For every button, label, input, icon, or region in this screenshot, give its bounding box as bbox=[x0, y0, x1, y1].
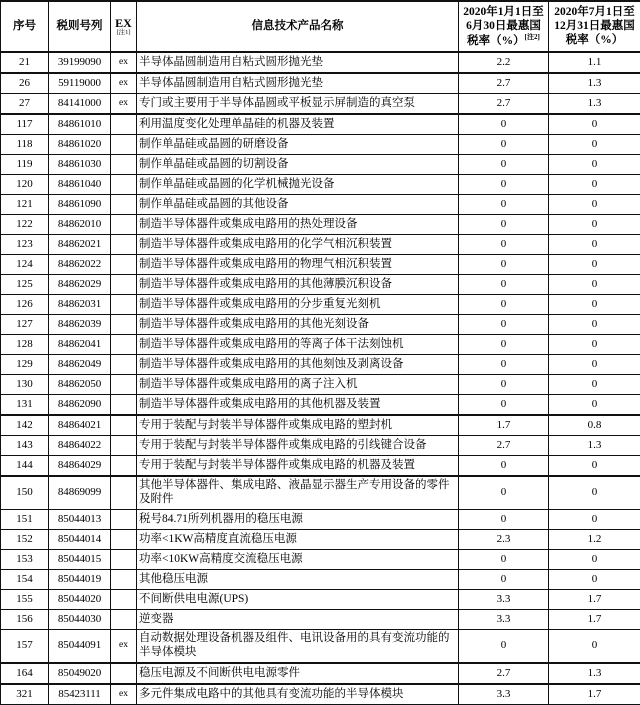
cell-rate-second-half: 0 bbox=[549, 114, 640, 135]
product-name-line: 专用于装配与封装半导体器件或集成电路的引线键合设备 bbox=[139, 439, 456, 453]
table-row bbox=[1, 174, 640, 194]
rate2-line1: 2020年7月1日至 bbox=[554, 6, 635, 18]
cell-rate-second-half: 0 bbox=[549, 476, 640, 510]
cell-rate-first-half: 2.7 bbox=[459, 93, 549, 114]
product-name-line: 专用于装配与封装半导体器件或集成电路的机器及装置 bbox=[139, 459, 456, 473]
cell-product-name bbox=[137, 476, 459, 510]
cell-sequence-number: 151 bbox=[1, 509, 49, 529]
cell-ex-marker bbox=[111, 234, 137, 254]
cell-product-name bbox=[137, 294, 459, 314]
cell-product-name bbox=[137, 334, 459, 354]
cell-rate-second-half: 0 bbox=[549, 194, 640, 214]
cell-rate-second-half: 1.1 bbox=[549, 52, 640, 73]
product-name-line: 自动数据处理设备机器及组件、电讯设备用的具有变流功能的 bbox=[139, 632, 456, 646]
product-name-line: 税号84.71所列机器用的稳压电源 bbox=[139, 513, 456, 527]
cell-ex-marker bbox=[111, 194, 137, 214]
product-name-line: 及附件 bbox=[139, 493, 456, 507]
cell-product-name bbox=[137, 509, 459, 529]
cell-tariff-code: 59119000 bbox=[49, 73, 111, 94]
cell-ex-marker bbox=[111, 549, 137, 569]
cell-rate-first-half: 0 bbox=[459, 254, 549, 274]
cell-rate-second-half: 0 bbox=[549, 569, 640, 589]
cell-rate-second-half: 0 bbox=[549, 509, 640, 529]
cell-sequence-number: 155 bbox=[1, 589, 49, 609]
table-row bbox=[1, 274, 640, 294]
cell-product-name bbox=[137, 214, 459, 234]
table-row bbox=[1, 455, 640, 476]
cell-sequence-number: 321 bbox=[1, 684, 49, 705]
cell-tariff-code: 84862049 bbox=[49, 354, 111, 374]
cell-sequence-number: 119 bbox=[1, 154, 49, 174]
cell-sequence-number: 125 bbox=[1, 274, 49, 294]
rate2-line2: 12月31日最惠国 bbox=[554, 20, 635, 32]
column-header-rate-second-half bbox=[549, 1, 640, 52]
column-header-rate-first-half bbox=[459, 1, 549, 52]
cell-product-name bbox=[137, 569, 459, 589]
cell-product-name bbox=[137, 154, 459, 174]
cell-tariff-code: 85423111 bbox=[49, 684, 111, 705]
column-header-ex-label: EX bbox=[113, 17, 134, 29]
product-name-line: 专用于装配与封装半导体器件或集成电路的塑封机 bbox=[139, 419, 456, 433]
product-name-line: 其他半导体器件、集成电路、液晶显示器生产专用设备的零件 bbox=[139, 479, 456, 493]
header-row bbox=[1, 1, 640, 52]
product-name-line: 其他稳压电源 bbox=[139, 573, 456, 587]
cell-tariff-code: 84862022 bbox=[49, 254, 111, 274]
cell-tariff-code: 84862039 bbox=[49, 314, 111, 334]
cell-rate-first-half: 0 bbox=[459, 214, 549, 234]
product-name-line: 功率<10KW高精度交流稳压电源 bbox=[139, 553, 456, 567]
table-row bbox=[1, 529, 640, 549]
cell-sequence-number: 26 bbox=[1, 73, 49, 94]
product-name-line: 制造半导体器件或集成电路用的物理气相沉积装置 bbox=[139, 258, 456, 272]
cell-rate-second-half: 0 bbox=[549, 274, 640, 294]
cell-tariff-code: 84862050 bbox=[49, 374, 111, 394]
cell-rate-first-half: 3.3 bbox=[459, 609, 549, 629]
cell-product-name bbox=[137, 415, 459, 436]
cell-ex-marker: ex bbox=[111, 52, 137, 73]
cell-tariff-code: 84864022 bbox=[49, 435, 111, 455]
cell-ex-marker bbox=[111, 134, 137, 154]
cell-ex-marker bbox=[111, 214, 137, 234]
cell-sequence-number: 153 bbox=[1, 549, 49, 569]
product-name-line: 制造半导体器件或集成电路用的热处理设备 bbox=[139, 218, 456, 232]
cell-ex-marker bbox=[111, 254, 137, 274]
table-row bbox=[1, 609, 640, 629]
cell-sequence-number: 157 bbox=[1, 629, 49, 663]
cell-rate-first-half: 2.2 bbox=[459, 52, 549, 73]
cell-product-name bbox=[137, 234, 459, 254]
cell-tariff-code: 84869099 bbox=[49, 476, 111, 510]
cell-rate-second-half: 1.2 bbox=[549, 529, 640, 549]
table-row bbox=[1, 684, 640, 705]
table-row bbox=[1, 134, 640, 154]
table-row bbox=[1, 509, 640, 529]
table-row bbox=[1, 476, 640, 510]
cell-rate-first-half: 0 bbox=[459, 234, 549, 254]
product-name-line: 制造半导体器件或集成电路用的化学气相沉积装置 bbox=[139, 238, 456, 252]
product-name-line: 功率<1KW高精度直流稳压电源 bbox=[139, 533, 456, 547]
cell-sequence-number: 142 bbox=[1, 415, 49, 436]
cell-rate-first-half: 2.3 bbox=[459, 529, 549, 549]
product-name-line: 半导体晶圆制造用自粘式圆形抛光垫 bbox=[139, 77, 456, 91]
cell-ex-marker bbox=[111, 569, 137, 589]
cell-tariff-code: 85044015 bbox=[49, 549, 111, 569]
cell-product-name bbox=[137, 629, 459, 663]
cell-sequence-number: 164 bbox=[1, 663, 49, 684]
cell-ex-marker: ex bbox=[111, 93, 137, 114]
cell-tariff-code: 84862041 bbox=[49, 334, 111, 354]
cell-rate-second-half: 0 bbox=[549, 374, 640, 394]
cell-rate-first-half: 0 bbox=[459, 455, 549, 476]
cell-sequence-number: 156 bbox=[1, 609, 49, 629]
cell-tariff-code: 85044030 bbox=[49, 609, 111, 629]
cell-tariff-code: 85049020 bbox=[49, 663, 111, 684]
product-name-line: 逆变器 bbox=[139, 613, 456, 627]
table-row bbox=[1, 234, 640, 254]
cell-product-name bbox=[137, 254, 459, 274]
cell-rate-second-half: 1.3 bbox=[549, 435, 640, 455]
product-name-line: 半导体模块 bbox=[139, 646, 456, 660]
rate2-line3: 税率（%） bbox=[566, 34, 624, 46]
cell-ex-marker bbox=[111, 154, 137, 174]
cell-product-name bbox=[137, 194, 459, 214]
cell-rate-first-half: 0 bbox=[459, 334, 549, 354]
cell-sequence-number: 118 bbox=[1, 134, 49, 154]
table-row bbox=[1, 114, 640, 135]
cell-ex-marker bbox=[111, 415, 137, 436]
cell-rate-second-half: 0.8 bbox=[549, 415, 640, 436]
product-name-line: 制造半导体器件或集成电路用的其他光刻设备 bbox=[139, 318, 456, 332]
cell-product-name bbox=[137, 455, 459, 476]
table-row bbox=[1, 569, 640, 589]
cell-tariff-code: 85044013 bbox=[49, 509, 111, 529]
product-name-line: 制造半导体器件或集成电路用的分步重复光刻机 bbox=[139, 298, 456, 312]
cell-product-name bbox=[137, 549, 459, 569]
cell-rate-second-half: 0 bbox=[549, 314, 640, 334]
cell-rate-second-half: 1.7 bbox=[549, 684, 640, 705]
rate1-footnote: [注2] bbox=[525, 33, 540, 41]
cell-sequence-number: 154 bbox=[1, 569, 49, 589]
cell-rate-first-half: 3.3 bbox=[459, 589, 549, 609]
column-header-ex bbox=[111, 1, 137, 52]
cell-sequence-number: 123 bbox=[1, 234, 49, 254]
product-name-line: 制作单晶硅或晶圆的其他设备 bbox=[139, 198, 456, 212]
cell-product-name bbox=[137, 354, 459, 374]
cell-tariff-code: 39199090 bbox=[49, 52, 111, 73]
cell-sequence-number: 129 bbox=[1, 354, 49, 374]
cell-tariff-code: 85044019 bbox=[49, 569, 111, 589]
cell-product-name bbox=[137, 174, 459, 194]
cell-tariff-code: 85044020 bbox=[49, 589, 111, 609]
table-row bbox=[1, 435, 640, 455]
table-row bbox=[1, 214, 640, 234]
cell-sequence-number: 150 bbox=[1, 476, 49, 510]
table-row bbox=[1, 73, 640, 94]
cell-rate-second-half: 1.3 bbox=[549, 663, 640, 684]
table-row bbox=[1, 294, 640, 314]
cell-tariff-code: 84861010 bbox=[49, 114, 111, 135]
cell-ex-marker bbox=[111, 374, 137, 394]
product-name-line: 半导体晶圆制造用自粘式圆形抛光垫 bbox=[139, 56, 456, 70]
cell-ex-marker bbox=[111, 435, 137, 455]
column-header-seq: 序号 bbox=[1, 1, 49, 52]
cell-product-name bbox=[137, 374, 459, 394]
table-row bbox=[1, 589, 640, 609]
table-row bbox=[1, 394, 640, 415]
cell-rate-first-half: 0 bbox=[459, 114, 549, 135]
table-row bbox=[1, 194, 640, 214]
column-header-ex-footnote: [注1] bbox=[113, 29, 134, 36]
cell-rate-first-half: 0 bbox=[459, 549, 549, 569]
cell-tariff-code: 84862031 bbox=[49, 294, 111, 314]
cell-product-name bbox=[137, 93, 459, 114]
cell-rate-second-half: 0 bbox=[549, 334, 640, 354]
product-name-line: 利用温度变化处理单晶硅的机器及装置 bbox=[139, 118, 456, 132]
table-row bbox=[1, 354, 640, 374]
cell-sequence-number: 122 bbox=[1, 214, 49, 234]
cell-rate-second-half: 0 bbox=[549, 294, 640, 314]
cell-sequence-number: 21 bbox=[1, 52, 49, 73]
cell-rate-first-half: 0 bbox=[459, 174, 549, 194]
cell-rate-second-half: 0 bbox=[549, 549, 640, 569]
table-row bbox=[1, 52, 640, 73]
cell-rate-second-half: 0 bbox=[549, 354, 640, 374]
product-name-line: 制造半导体器件或集成电路用的其他刻蚀及剥离设备 bbox=[139, 358, 456, 372]
cell-rate-second-half: 0 bbox=[549, 154, 640, 174]
cell-ex-marker bbox=[111, 394, 137, 415]
cell-ex-marker: ex bbox=[111, 629, 137, 663]
cell-ex-marker bbox=[111, 114, 137, 135]
table-row bbox=[1, 254, 640, 274]
cell-tariff-code: 84862010 bbox=[49, 214, 111, 234]
cell-product-name bbox=[137, 274, 459, 294]
cell-tariff-code: 84861020 bbox=[49, 134, 111, 154]
cell-sequence-number: 143 bbox=[1, 435, 49, 455]
cell-rate-first-half: 0 bbox=[459, 194, 549, 214]
cell-tariff-code: 84141000 bbox=[49, 93, 111, 114]
cell-product-name bbox=[137, 589, 459, 609]
product-name-line: 不间断供电电源(UPS) bbox=[139, 593, 456, 607]
cell-rate-first-half: 0 bbox=[459, 294, 549, 314]
cell-product-name bbox=[137, 684, 459, 705]
cell-ex-marker bbox=[111, 663, 137, 684]
cell-product-name bbox=[137, 134, 459, 154]
cell-rate-second-half: 0 bbox=[549, 254, 640, 274]
cell-tariff-code: 84861040 bbox=[49, 174, 111, 194]
product-name-line: 多元件集成电路中的其他具有变流功能的半导体模块 bbox=[139, 688, 456, 702]
cell-ex-marker bbox=[111, 294, 137, 314]
cell-sequence-number: 127 bbox=[1, 314, 49, 334]
product-name-line: 制造半导体器件或集成电路用的等离子体干法刻蚀机 bbox=[139, 338, 456, 352]
cell-sequence-number: 128 bbox=[1, 334, 49, 354]
cell-rate-second-half: 1.3 bbox=[549, 73, 640, 94]
cell-rate-second-half: 0 bbox=[549, 455, 640, 476]
cell-sequence-number: 124 bbox=[1, 254, 49, 274]
cell-tariff-code: 84862090 bbox=[49, 394, 111, 415]
table-row bbox=[1, 154, 640, 174]
product-name-line: 制造半导体器件或集成电路用的离子注入机 bbox=[139, 378, 456, 392]
table-row bbox=[1, 629, 640, 663]
cell-sequence-number: 27 bbox=[1, 93, 49, 114]
cell-rate-first-half: 0 bbox=[459, 629, 549, 663]
cell-sequence-number: 120 bbox=[1, 174, 49, 194]
cell-tariff-code: 84864029 bbox=[49, 455, 111, 476]
cell-rate-first-half: 0 bbox=[459, 476, 549, 510]
cell-rate-first-half: 0 bbox=[459, 569, 549, 589]
cell-rate-second-half: 0 bbox=[549, 214, 640, 234]
cell-product-name bbox=[137, 394, 459, 415]
cell-sequence-number: 144 bbox=[1, 455, 49, 476]
cell-tariff-code: 85044014 bbox=[49, 529, 111, 549]
cell-tariff-code: 85044091 bbox=[49, 629, 111, 663]
product-name-line: 制作单晶硅或晶圆的化学机械抛光设备 bbox=[139, 178, 456, 192]
cell-rate-first-half: 0 bbox=[459, 354, 549, 374]
cell-ex-marker bbox=[111, 334, 137, 354]
product-name-line: 制作单晶硅或晶圆的研磨设备 bbox=[139, 138, 456, 152]
cell-rate-second-half: 0 bbox=[549, 134, 640, 154]
cell-ex-marker bbox=[111, 476, 137, 510]
cell-ex-marker bbox=[111, 274, 137, 294]
cell-ex-marker bbox=[111, 174, 137, 194]
column-header-tariff-code: 税则号列 bbox=[49, 1, 111, 52]
table-header bbox=[1, 1, 640, 52]
table-row bbox=[1, 663, 640, 684]
cell-ex-marker: ex bbox=[111, 73, 137, 94]
cell-rate-first-half: 0 bbox=[459, 394, 549, 415]
rate1-line1: 2020年1月1日至 bbox=[463, 6, 544, 18]
cell-rate-first-half: 0 bbox=[459, 274, 549, 294]
cell-rate-first-half: 0 bbox=[459, 314, 549, 334]
product-name-line: 制作单晶硅或晶圆的切割设备 bbox=[139, 158, 456, 172]
cell-tariff-code: 84864021 bbox=[49, 415, 111, 436]
column-header-product-name: 信息技术产品名称 bbox=[137, 1, 459, 52]
cell-ex-marker bbox=[111, 609, 137, 629]
cell-rate-first-half: 2.7 bbox=[459, 73, 549, 94]
cell-rate-second-half: 0 bbox=[549, 234, 640, 254]
cell-ex-marker bbox=[111, 455, 137, 476]
cell-ex-marker bbox=[111, 529, 137, 549]
product-name-line: 稳压电源及不间断供电电源零件 bbox=[139, 667, 456, 681]
cell-rate-second-half: 0 bbox=[549, 394, 640, 415]
cell-ex-marker bbox=[111, 589, 137, 609]
cell-sequence-number: 131 bbox=[1, 394, 49, 415]
product-name-line: 专门或主要用于半导体晶圆或平板显示屏制造的真空泵 bbox=[139, 97, 456, 111]
cell-rate-first-half: 1.7 bbox=[459, 415, 549, 436]
cell-sequence-number: 152 bbox=[1, 529, 49, 549]
table-row bbox=[1, 334, 640, 354]
cell-rate-second-half: 0 bbox=[549, 174, 640, 194]
cell-rate-first-half: 0 bbox=[459, 154, 549, 174]
rate1-line2: 6月30日最惠国 bbox=[466, 20, 541, 32]
cell-rate-first-half: 3.3 bbox=[459, 684, 549, 705]
cell-rate-first-half: 0 bbox=[459, 374, 549, 394]
cell-rate-second-half: 0 bbox=[549, 629, 640, 663]
product-name-line: 制造半导体器件或集成电路用的其他机器及装置 bbox=[139, 398, 456, 412]
cell-product-name bbox=[137, 435, 459, 455]
cell-rate-first-half: 0 bbox=[459, 509, 549, 529]
cell-product-name bbox=[137, 529, 459, 549]
cell-rate-second-half: 1.3 bbox=[549, 93, 640, 114]
cell-rate-first-half: 2.7 bbox=[459, 663, 549, 684]
cell-ex-marker bbox=[111, 314, 137, 334]
cell-ex-marker: ex bbox=[111, 684, 137, 705]
table-row bbox=[1, 314, 640, 334]
table-body bbox=[1, 52, 640, 705]
product-name-line: 制造半导体器件或集成电路用的其他薄膜沉积设备 bbox=[139, 278, 456, 292]
cell-product-name bbox=[137, 609, 459, 629]
cell-tariff-code: 84861030 bbox=[49, 154, 111, 174]
table-row bbox=[1, 415, 640, 436]
cell-product-name bbox=[137, 663, 459, 684]
cell-product-name bbox=[137, 73, 459, 94]
cell-sequence-number: 117 bbox=[1, 114, 49, 135]
table-row bbox=[1, 93, 640, 114]
cell-rate-first-half: 2.7 bbox=[459, 435, 549, 455]
table-row bbox=[1, 549, 640, 569]
table-row bbox=[1, 374, 640, 394]
cell-product-name bbox=[137, 314, 459, 334]
cell-rate-second-half: 1.7 bbox=[549, 609, 640, 629]
cell-rate-second-half: 1.7 bbox=[549, 589, 640, 609]
cell-product-name bbox=[137, 52, 459, 73]
cell-sequence-number: 126 bbox=[1, 294, 49, 314]
cell-sequence-number: 130 bbox=[1, 374, 49, 394]
cell-tariff-code: 84861090 bbox=[49, 194, 111, 214]
cell-sequence-number: 121 bbox=[1, 194, 49, 214]
cell-product-name bbox=[137, 114, 459, 135]
cell-ex-marker bbox=[111, 354, 137, 374]
cell-tariff-code: 84862029 bbox=[49, 274, 111, 294]
cell-ex-marker bbox=[111, 509, 137, 529]
rate1-line3: 税率（%） bbox=[467, 35, 525, 47]
cell-rate-first-half: 0 bbox=[459, 134, 549, 154]
cell-tariff-code: 84862021 bbox=[49, 234, 111, 254]
